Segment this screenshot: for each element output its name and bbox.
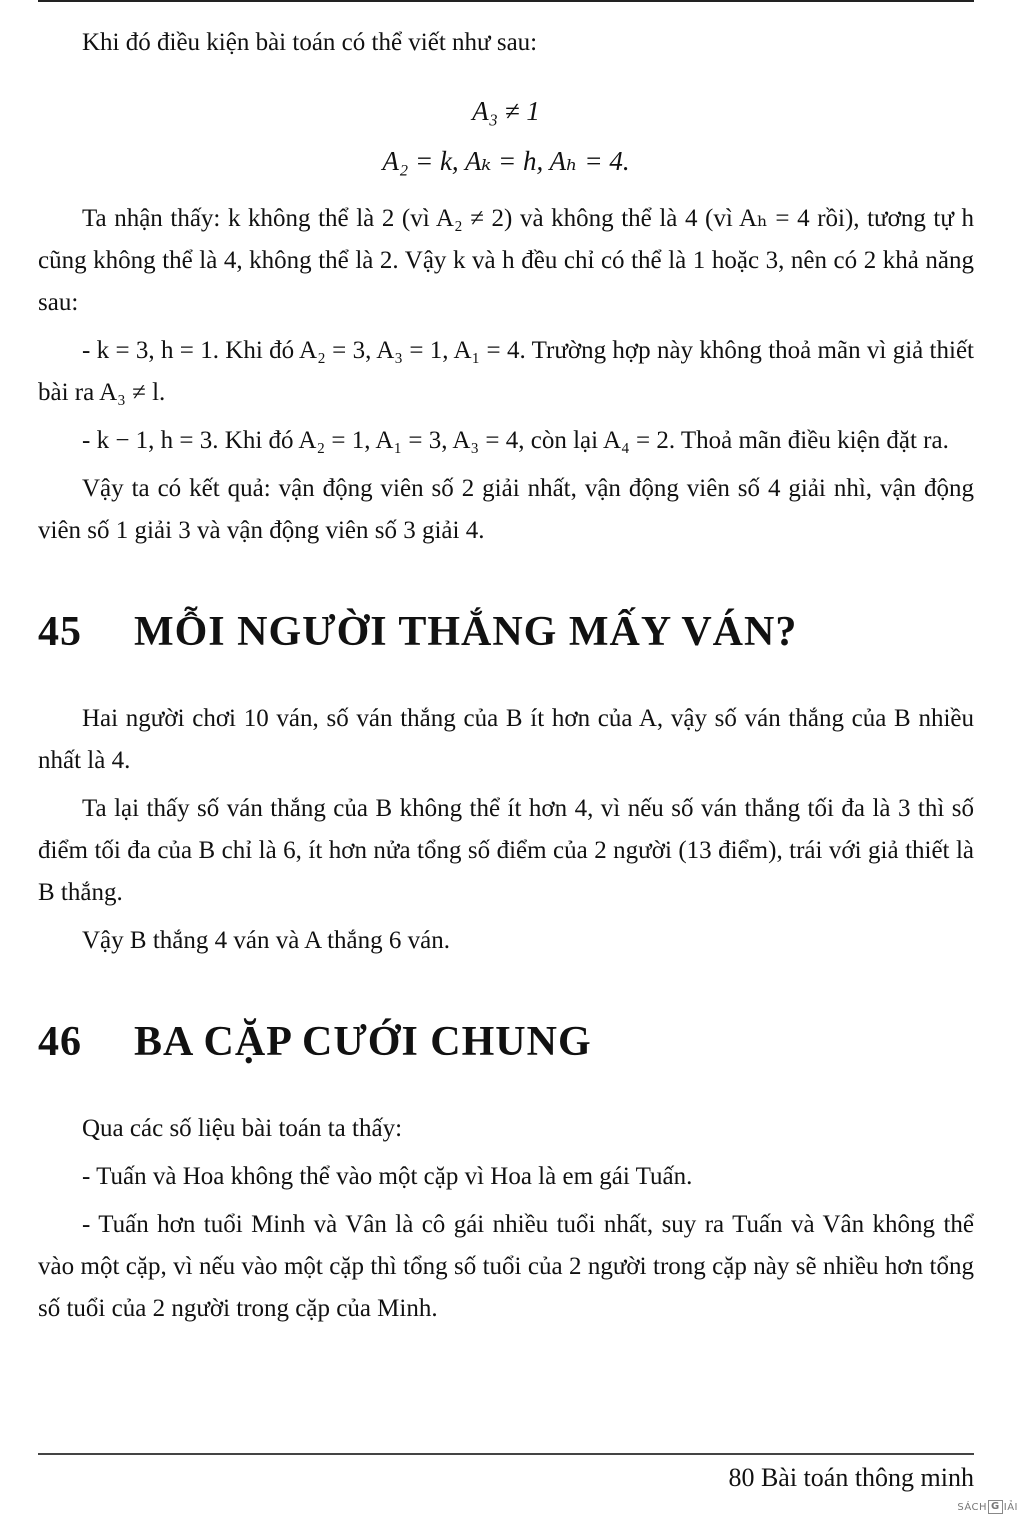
equation-block <box>38 86 974 186</box>
equation-line-1: A₃ ≠ 1 <box>472 96 540 126</box>
paragraph: - Tuấn hơn tuổi Minh và Vân là cô gái nhiều tuổi nhất, suy ra Tuấn và Vân không thể vào một cặp, vì nếu vào một cặp thì tổng số tuổi của 2 người trong cặp này sẽ nhiều hơn tổng số tuổi của 2 người trong cặp của Minh. <box>38 1211 974 1322</box>
section-heading-45 <box>38 604 974 660</box>
top-rule <box>38 0 974 2</box>
intro-paragraph: Khi đó điều kiện bài toán có thể viết như sau: <box>82 29 538 56</box>
section-title: MỖI NGƯỜI THẮNG MẤY VÁN? <box>134 609 798 655</box>
paragraph: Vậy B thắng 4 ván và A thắng 6 ván. <box>82 927 450 954</box>
watermark-text-right: IẢI <box>1003 1501 1018 1513</box>
section-number: 45 <box>38 609 82 655</box>
paragraph: Vậy ta có kết quả: vận động viên số 2 giải nhất, vận động viên số 4 giải nhì, vận động viên số 1 giải 3 và vận động viên số 3 giải 4. <box>38 475 974 544</box>
section-title: BA CẶP CƯỚI CHUNG <box>134 1019 592 1065</box>
paragraph: - k = 3, h = 1. Khi đó A₂ = 3, A₃ = 1, A₁ = 4. Trường hợp này không thoả mãn vì giả thiết bài ra A₃ ≠ l. <box>38 337 974 406</box>
paragraph: - Tuấn và Hoa không thể vào một cặp vì Hoa là em gái Tuấn. <box>82 1163 693 1190</box>
paragraph: Ta lại thấy số ván thắng của B không thể ít hơn 4, vì nếu số ván thắng tối đa là 3 thì số điểm tối đa của B chỉ là 6, ít hơn nửa tổng số điểm của 2 người (13 điểm), trái với giả thiết là B thắng. <box>38 795 974 906</box>
watermark-logo <box>957 1500 1018 1514</box>
paragraph: Ta nhận thấy: k không thể là 2 (vì A₂ ≠ 2) và không thể là 4 (vì Aₕ = 4 rồi), tương tự h cũng không thể là 4, không thể là 2. Vậy k và h đều chỉ có thể là 1 hoặc 3, nên có 2 khả năng sau: <box>38 205 974 316</box>
running-footer: 80 Bài toán thông minh <box>728 1463 974 1492</box>
paragraph: - k − 1, h = 3. Khi đó A₂ = 1, A₁ = 3, A₃ = 4, còn lại A₄ = 2. Thoả mãn điều kiện đặt ra. <box>82 427 949 454</box>
section-heading-46 <box>38 1014 974 1070</box>
equation-line-2: A₂ = k, Aₖ = h, Aₕ = 4. <box>382 146 630 176</box>
watermark-mark: G <box>988 1500 1003 1514</box>
section-number: 46 <box>38 1019 82 1065</box>
paragraph: Qua các số liệu bài toán ta thấy: <box>82 1115 403 1142</box>
bottom-rule <box>38 1453 974 1455</box>
watermark-text-left: SÁCH <box>957 1501 988 1513</box>
page-content <box>38 22 974 1330</box>
paragraph: Hai người chơi 10 ván, số ván thắng của B ít hơn của A, vậy số ván thắng của B nhiều nhất là 4. <box>38 705 974 774</box>
